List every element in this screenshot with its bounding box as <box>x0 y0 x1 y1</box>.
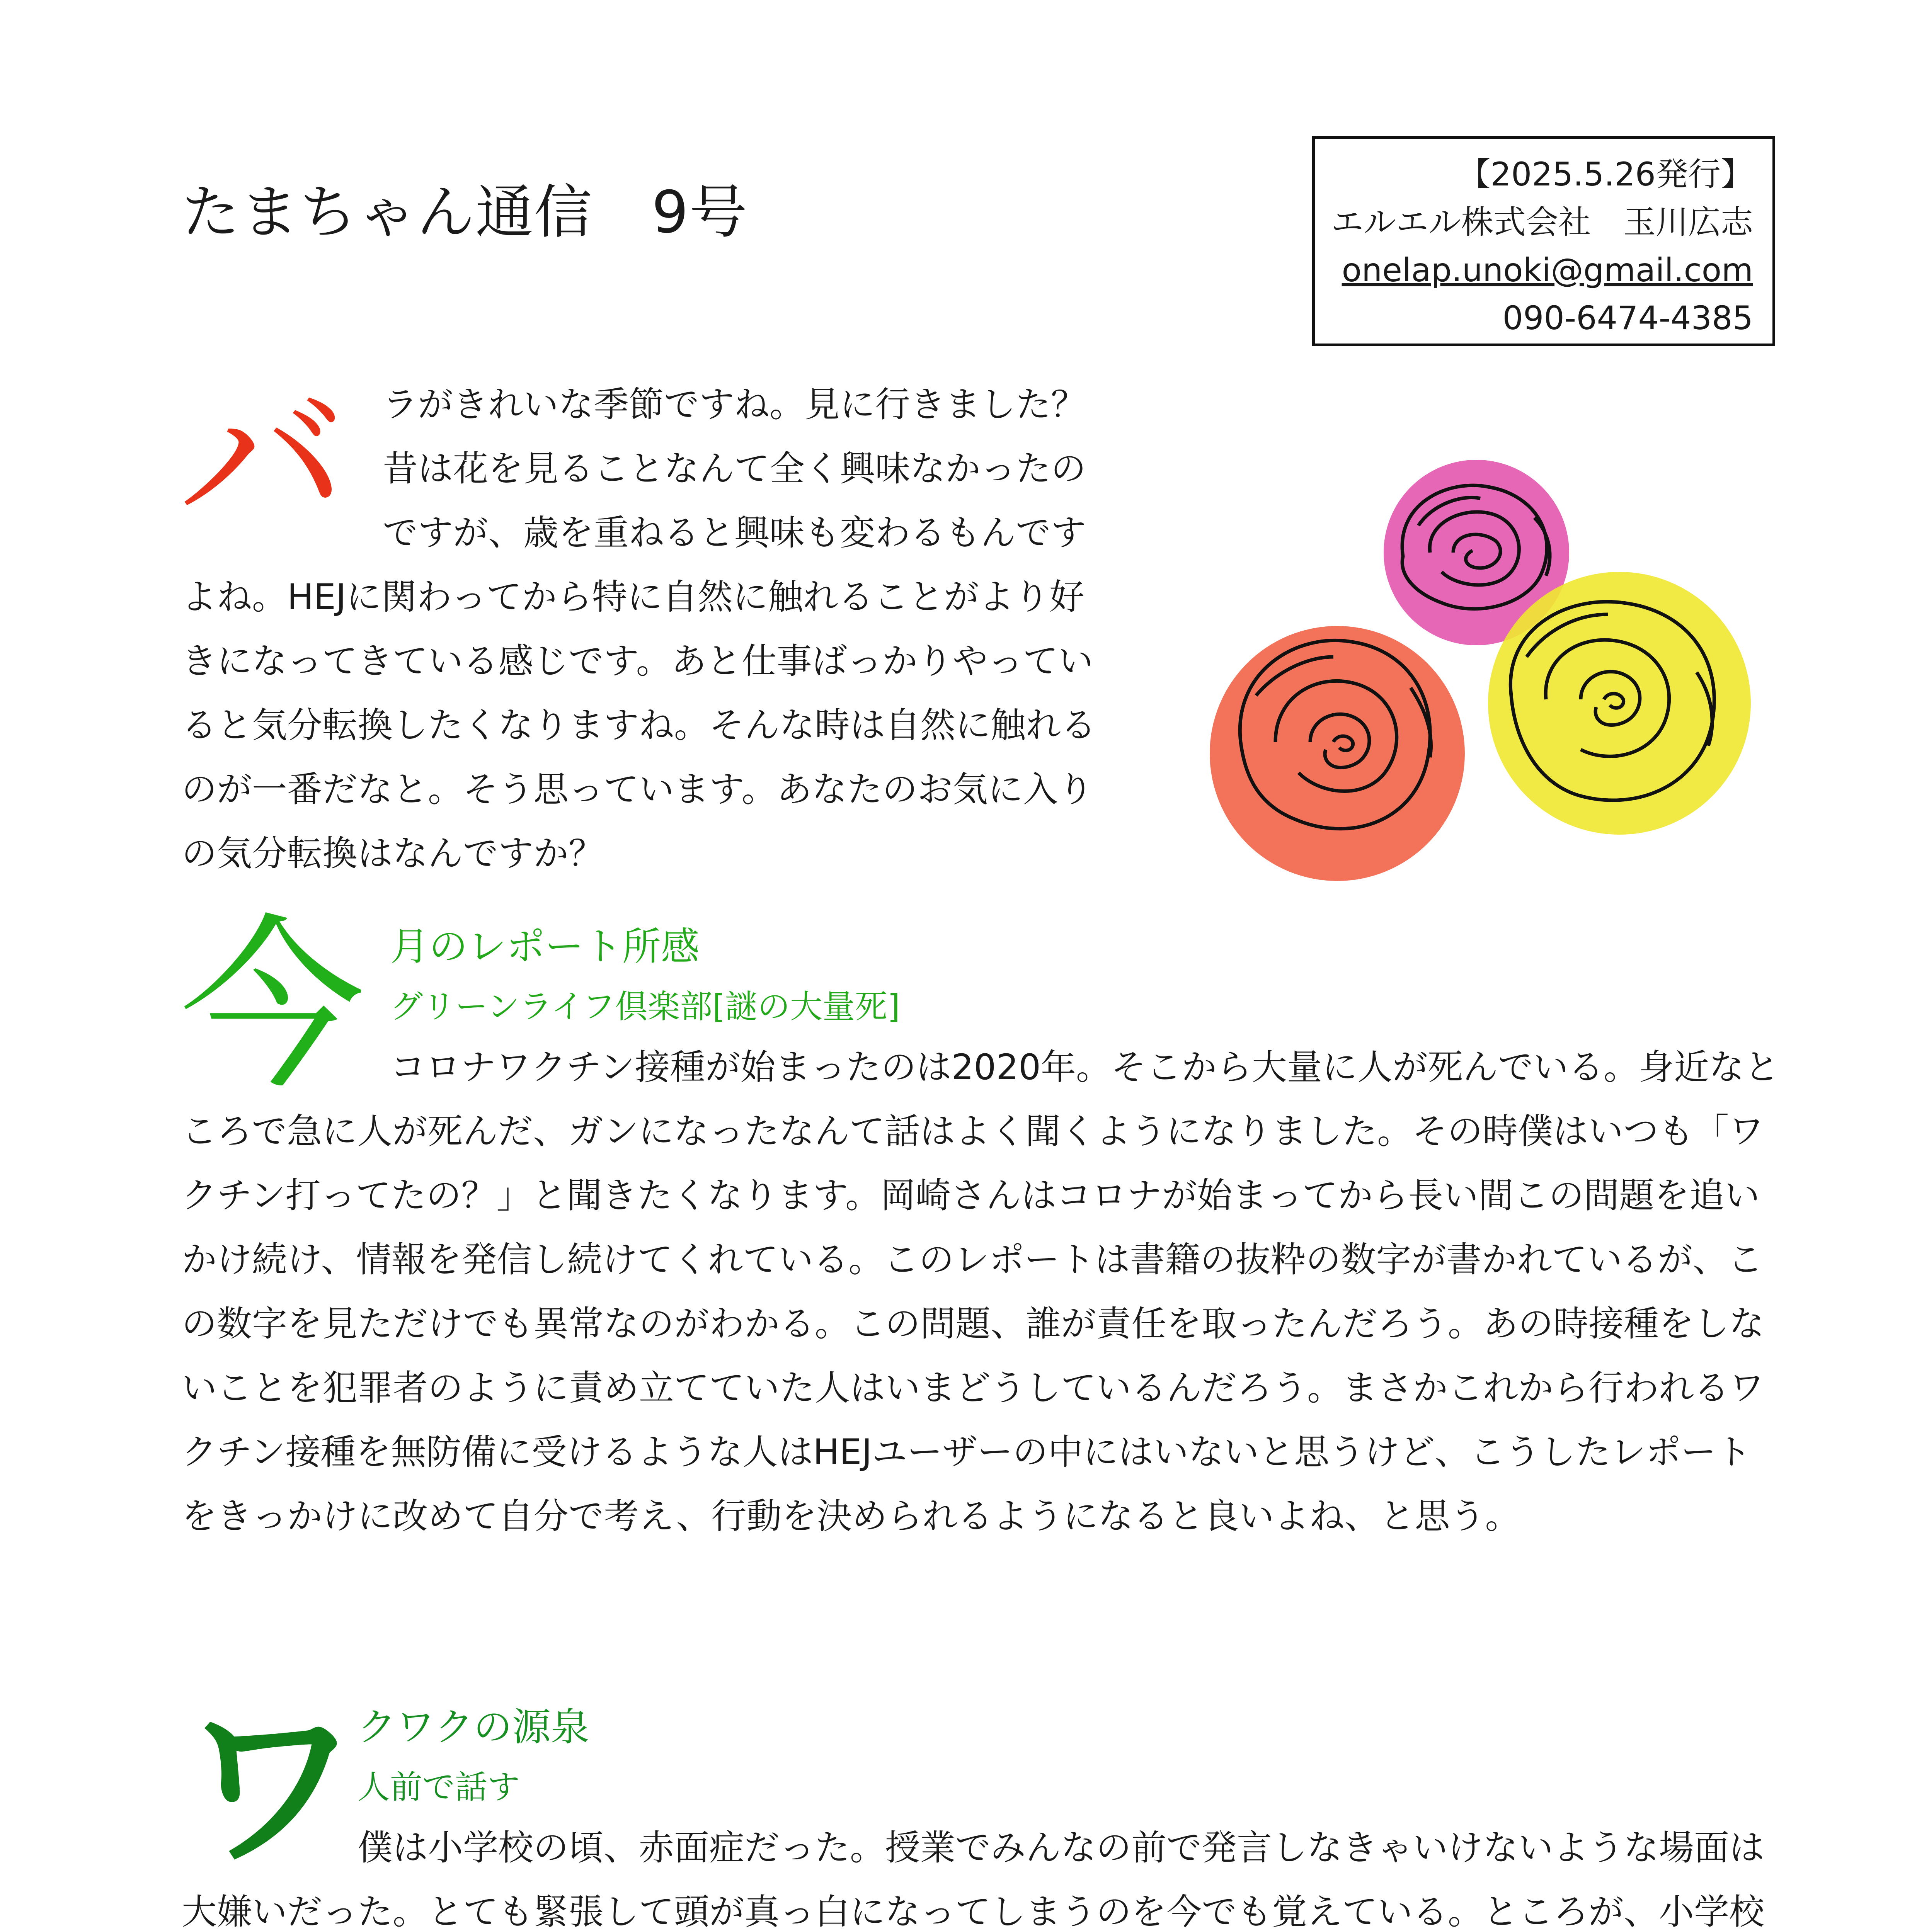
wakuwaku-dropcap <box>182 1689 359 1889</box>
publisher-info-box <box>1312 136 1775 346</box>
intro-dropcap-glyph: バ <box>178 381 348 551</box>
wakuwaku-paragraph-1: 僕は小学校の頃、赤面症だった。授業でみんなの前で発言しなきゃいけないような場面は大嫌いだった。とても緊張して頭が真っ白になってしまうのを今でも覚えている。ところが、小学校 <box>182 1828 1765 1932</box>
report-dropcap-glyph: 今 <box>180 900 365 1109</box>
report-dropcap <box>180 900 381 1109</box>
report-section <box>180 900 1782 1549</box>
company-name: エルエル株式会社 玉川広志 <box>1331 203 1753 241</box>
email-link[interactable]: onelap.unoki@gmail.com <box>1342 251 1753 289</box>
phone-number: 090-6474-4385 <box>1502 299 1753 337</box>
wakuwaku-section <box>182 1689 1782 1932</box>
roses-illustration-icon <box>1210 456 1770 904</box>
intro-section <box>178 373 1117 886</box>
wakuwaku-dropcap-glyph: ワ <box>182 1689 359 1889</box>
wakuwaku-subheading: 人前で話す <box>358 1768 520 1806</box>
intro-dropcap <box>178 381 379 551</box>
wakuwaku-heading: クワクの源泉 <box>358 1704 589 1750</box>
report-heading: 月のレポート所感 <box>390 924 700 969</box>
issue-date: 【2025.5.26発行】 <box>1458 155 1753 193</box>
report-subheading: グリーンライフ倶楽部[謎の大量死] <box>390 988 900 1026</box>
red-rose-fill <box>1210 626 1465 881</box>
newsletter-title: たまちゃん通信 9号 <box>182 179 748 246</box>
report-paragraph: コロナワクチン接種が始まったのは2020年。そこから大量に人が死んでいる。身近なところで急に人が死んだ、ガンになったなんて話はよく聞くようになりました。その時僕はいつも「ワクチン打ってたの？」と聞きたくなります。岡崎さんはコロナが始まってから長い間この問題を追いかけ続け、情報を発信し続けてくれている。このレポートは書籍の抜粋の数字が書かれているが、この数字を見ただけでも異常なのがわかる。この問題、誰が責任を取ったんだろう。あの時接種をしないことを犯罪者のように責め立てていた人はいまどうしているんだろう。まさかこれから行われるワクチン接種を無防備に受けるような人はHEJユーザーの中にはいないと思うけど、こうしたレポートをきっかけに改めて自分で考え、行動を決められるようになると良いよね、と思う。 <box>182 1047 1780 1537</box>
intro-text: ラがきれいな季節ですね。見に行きました？昔は花を見ることなんて全く興味なかったのですが、歳を重ねると興味も変わるもんですよね。HEJに関わってから特に自然に触れることがより好きになってきている感じです。あと仕事ばっかりやっていると気分転換したくなりますね。そんな時は自然に触れるのが一番だなと。そう思っています。あなたのお気に入りの気分転換はなんですか？ <box>182 384 1096 874</box>
